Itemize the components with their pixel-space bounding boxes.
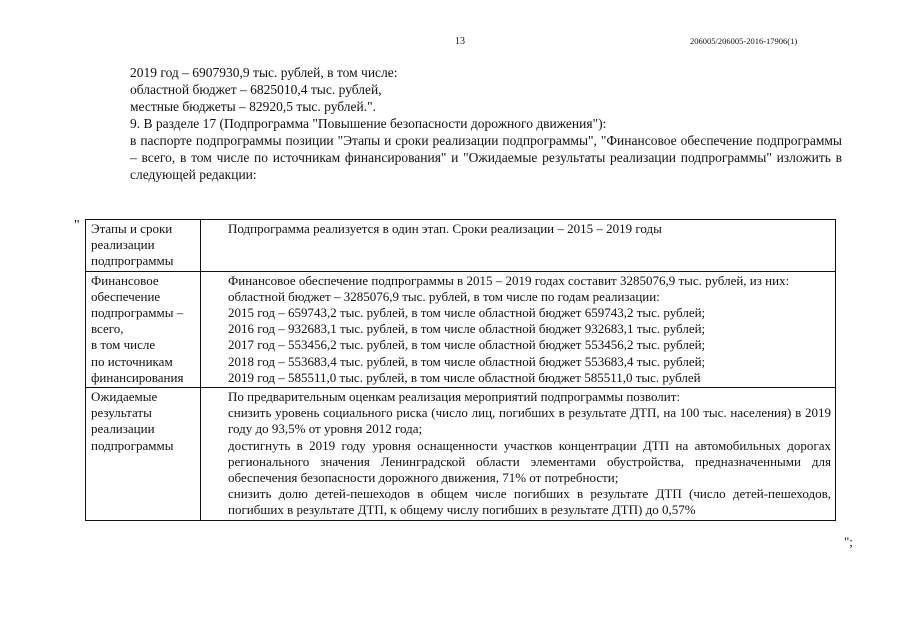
subprogram-passport-table [85,219,836,521]
financing-2018: 2018 год – 553683,4 тыс. рублей, в том числе областной бюджет 553683,4 тыс. рублей; [228,353,706,369]
label-line: подпрограммы [91,253,174,269]
table-row [86,388,836,521]
financing-2016: 2016 год – 932683,1 тыс. рублей, в том числе областной бюджет 932683,1 тыс. рублей; [228,321,706,337]
intro-line-2019: 2019 год – 6907930,9 тыс. рублей, в том числе: [130,65,398,80]
table-row [86,220,836,272]
label-line: всего, [91,321,124,337]
row-value-financing [201,271,836,387]
label-line: результаты [91,405,152,421]
results-social-risk: снизить уровень социального риска (число лиц, погибших в результате ДТП, на 100 тыс. населения) в 2019 году до 93,5% от уровня 2012 года; [228,405,831,437]
financing-2015: 2015 год – 659743,2 тыс. рублей, в том числе областной бюджет 659743,2 тыс. рублей; [228,305,706,321]
label-line: финансирования [91,369,184,385]
label-line: Финансовое [91,272,159,288]
results-equipment: достигнуть в 2019 году уровня оснащенности участков концентрации ДТП на автомобильных дорогах регионального значения Ленинградской области элементами обустройства, предназначенными для обеспечения безопасности дорожного движения, 71% от потребности; [228,437,831,486]
row-label-results [86,388,201,521]
page-number: 13 [455,36,465,47]
financing-regional: областной бюджет – 3285076,9 тыс. рублей, в том числе по годам реализации: [228,288,660,304]
label-line: реализации [91,237,155,253]
label-line: обеспечение [91,288,161,304]
label-line: в том числе [91,337,156,353]
opening-quote: " [74,218,80,233]
financing-2019: 2019 год – 585511,0 тыс. рублей, в том числе областной бюджет 585511,0 тыс. рублей [228,369,701,385]
intro-line-local-budgets: местные бюджеты – 82920,5 тыс. рублей.". [130,99,377,114]
label-line: по источникам [91,353,173,369]
label-line: реализации [91,421,155,437]
label-line: Этапы и сроки [91,221,173,236]
stages-text: Подпрограмма реализуется в один этап. Сроки реализации – 2015 – 2019 годы [228,221,662,236]
financing-total: Финансовое обеспечение подпрограммы в 2015 – 2019 годах составит 3285076,9 тыс. рублей, из них: [228,272,790,288]
financing-2017: 2017 год – 553456,2 тыс. рублей, в том числе областной бюджет 553456,2 тыс. рублей; [228,337,706,353]
intro-paragraph: в паспорте подпрограммы позиции "Этапы и сроки реализации подпрограммы", "Финансовое обеспечение подпрограммы – всего, в том числе по источникам финансирования" и "Ожидаемые результаты реализации подпрограммы" изложить в следующей редакции: [130,133,842,182]
label-line: подпрограммы [91,437,174,453]
document-code: 206005/206005-2016-17906(1) [690,36,798,46]
closing-quote: "; [844,534,853,549]
intro-text [86,64,842,183]
row-value-results [201,388,836,521]
results-child-pedestrians: снизить долю детей-пешеходов в общем числе погибших в результате ДТП (число детей-пешеходов, погибших в результате ДТП, к общему числу погибших в результате ДТП) до 0,57% [228,486,831,518]
results-intro: По предварительным оценкам реализация мероприятий подпрограммы позволит: [228,389,681,405]
table-row [86,271,836,387]
intro-line-section-17: 9. В разделе 17 (Подпрограмма "Повышение безопасности дорожного движения"): [130,116,607,131]
row-value-stages [201,220,836,272]
row-label-financing [86,271,201,387]
row-label-stages [86,220,201,272]
intro-line-regional-budget: областной бюджет – 6825010,4 тыс. рублей, [130,82,382,97]
label-line: подпрограммы – [91,305,184,321]
label-line: Ожидаемые [91,389,158,405]
